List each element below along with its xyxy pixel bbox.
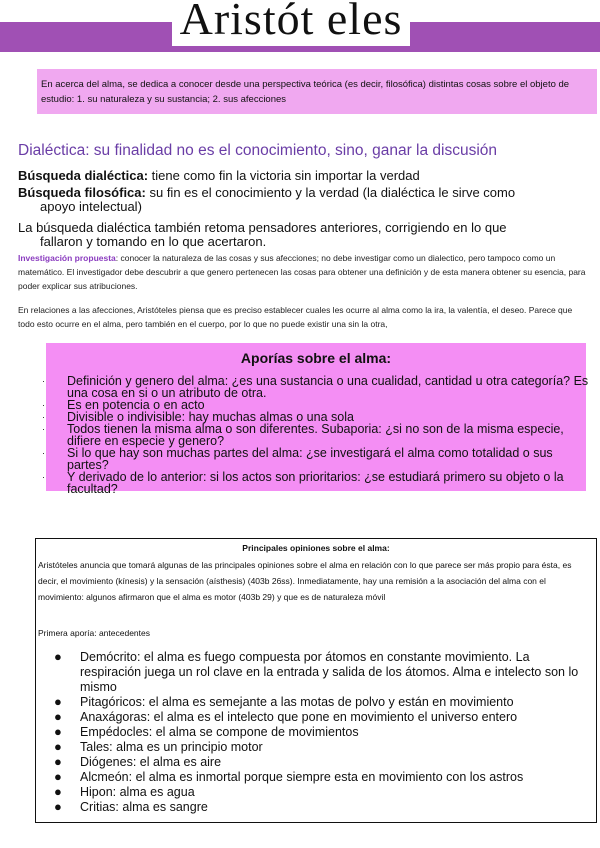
aporias-title: Aporías sobre el alma: — [240, 350, 392, 366]
busqueda-dialectica — [18, 169, 588, 183]
list-item: · Si lo que hay son muchas partes del alma: ¿se investigará el alma como totalidad o sus partes? — [42, 446, 553, 472]
bullet-icon: ● — [54, 709, 62, 724]
bullet-icon: · — [42, 448, 45, 458]
list-item: · Definición y genero del alma: ¿es una sustancia o una cualidad, cantidad u otra categoría? Es una cosa en si o un atributo de otra. — [42, 374, 589, 400]
bullet-icon: ● — [54, 649, 62, 664]
opiniones-text: Aristóteles anuncia que tomará algunas de las principales opiniones sobre el alma en relación con lo que parece ser más propio para ésta, es decir, el movimiento (kínesis) y la sensación (aísthesis) (403b 26ss). Inmediatamente, hay una remisión a la asociación del alma con el movimiento: algunos afirmaron que el alma es motor (403b 29) y que es de naturaleza móvil — [38, 560, 572, 602]
list-item: · Es en potencia o en acto — [42, 398, 205, 412]
dialectica-heading: Dialéctica: su finalidad no es el conocimiento, sino, ganar la discusión — [18, 142, 498, 159]
list-item: ● Empédocles: el alma se compone de movimientos — [54, 724, 359, 739]
busqueda-filosofica-label: Búsqueda filosófica: — [18, 185, 146, 200]
list-item: ● Demócrito: el alma es fuego compuesta por átomos en constante movimiento. La respiración juega un rol clave en la entrada y salida de los átomos. Alma e intelecto son lo mismo — [54, 649, 579, 694]
retoma-line1: La búsqueda dialéctica también retoma pensadores anteriores, corrigiendo en lo que — [18, 220, 507, 235]
investigacion-text: : conocer la naturaleza de las cosas y sus afecciones; no debe investigar como un dialectico, pero tampoco como un matemático. El investigador debe descubrir a que genero pertenecen las cosas para obtener una definición y de esta manera obtener su esencia, para poder explicar sus atribuciones. — [18, 253, 586, 291]
busqueda-dialectica-label: Búsqueda dialéctica: — [18, 168, 149, 183]
aporias-list — [42, 374, 590, 496]
opiniones-title: Principales opiniones sobre el alma: — [242, 543, 390, 553]
bullet-icon: · — [42, 376, 45, 386]
list-item: ● Pitagóricos: el alma es semejante a las motas de polvo y están en movimiento — [54, 694, 514, 709]
retoma-paragraph — [18, 221, 588, 249]
list-item: ● Alcmeón: el alma es inmortal porque siempre esta en movimiento con los astros — [54, 769, 524, 784]
retoma-line2: fallaron y tomando en lo que acertaron. — [40, 234, 267, 249]
bullet-icon: ● — [54, 784, 62, 799]
list-item: ● Critias: alma es sangre — [54, 799, 208, 814]
bullet-icon: · — [42, 472, 45, 482]
busqueda-filosofica-text: su fin es el conocimiento y la verdad (la dialéctica le sirve como — [145, 185, 516, 200]
busqueda-filosofica — [18, 186, 588, 214]
primera-aporia-label: Primera aporía: antecedentes — [38, 628, 150, 638]
investigacion-label: Investigación propuesta — [18, 253, 116, 263]
bullet-icon: ● — [54, 694, 62, 709]
list-item: · Divisible o indivisible: hay muchas almas o una sola — [42, 410, 354, 424]
page-title: Aristót eles — [179, 0, 403, 44]
afecciones-paragraph: En relaciones a las afecciones, Aristóteles piensa que es preciso establecer cuales les ocurre al alma como la ira, la valentía, el deseo. Parece que todo esto ocurre en el alma, pero también en el cuerpo, por lo que no puede existir una sin la otra, — [18, 305, 573, 329]
list-item: ● Hipon: alma es agua — [54, 784, 195, 799]
investigacion-paragraph — [18, 251, 588, 293]
bullet-icon: · — [42, 412, 45, 422]
bullet-icon: ● — [54, 724, 62, 739]
antecedentes-list — [54, 649, 590, 815]
bullet-icon: ● — [54, 739, 62, 754]
list-item: · Todos tienen la misma alma o son diferentes. Subaporia: ¿si no son de la misma especie, difiere en especie y genero? — [42, 422, 564, 448]
list-item: ● Anaxágoras: el alma es el intelecto que pone en movimiento el universo entero — [54, 709, 518, 724]
bullet-icon: ● — [54, 799, 62, 814]
list-item: ● Tales: alma es un principio motor — [54, 739, 263, 754]
bullet-icon: ● — [54, 769, 62, 784]
bullet-icon: ● — [54, 754, 62, 769]
list-item: ● Diógenes: el alma es aire — [54, 754, 222, 769]
intro-text: En acerca del alma, se dedica a conocer desde una perspectiva teórica (es decir, filosófica) distintas cosas sobre el objeto de estudio: 1. su naturaleza y su sustancia; 2. sus afecciones — [41, 79, 570, 105]
list-item: · Y derivado de lo anterior: si los actos son prioritarios: ¿se estudiará primero su objeto o la facultad? — [42, 470, 564, 496]
busqueda-filosofica-cont: apoyo intelectual) — [40, 199, 142, 214]
busqueda-dialectica-text: tiene como fin la victoria sin importar la verdad — [148, 168, 420, 183]
bullet-icon: · — [42, 424, 45, 434]
bullet-icon: · — [42, 400, 45, 410]
